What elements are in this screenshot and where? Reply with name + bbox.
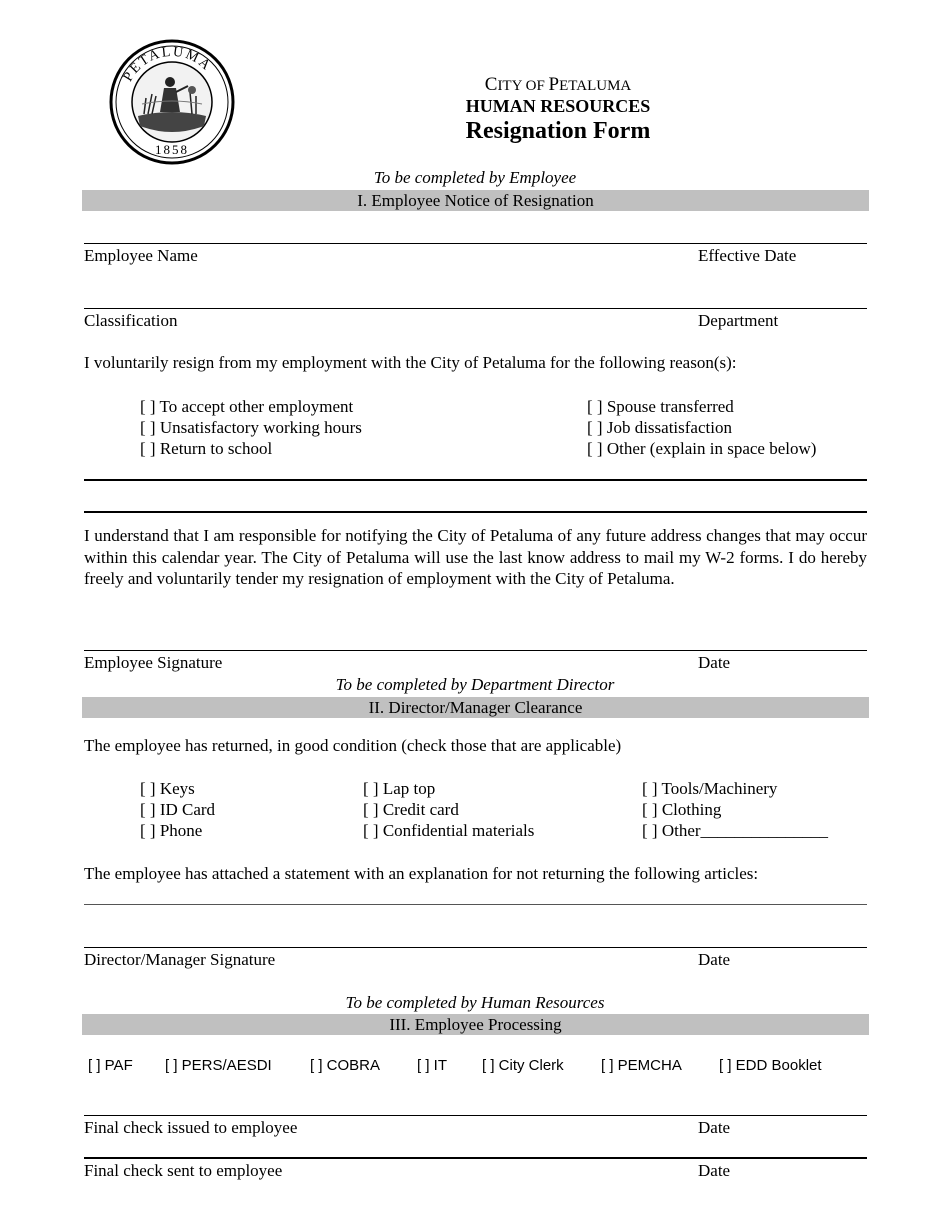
director-signature-label: Director/Manager Signature [84,950,276,969]
reason-job-dissatisfaction[interactable]: [ ] Job dissatisfaction [587,418,732,437]
city-seal [108,38,236,166]
employee-signature-label: Employee Signature [84,653,223,672]
seal-graphic [108,38,236,166]
reason-spouse-transferred[interactable]: [ ] Spouse transferred [587,397,734,416]
section3-title: III. Employee Processing [82,1014,869,1035]
employee-signature-date-label: Date [698,653,731,672]
processing-edd-booklet[interactable]: [ ] EDD Booklet [719,1057,822,1074]
returned-confidential-materials[interactable]: [ ] Confidential materials [363,821,535,840]
processing-cobra[interactable]: [ ] COBRA [310,1057,381,1074]
explain-line-1[interactable] [84,479,867,481]
final-check-issued-line[interactable] [84,1115,867,1116]
returned-phone[interactable]: [ ] Phone [140,821,203,840]
reason-other[interactable]: [ ] Other (explain in space below) [587,439,817,458]
explain-line-2[interactable] [84,511,867,513]
returned-clothing[interactable]: [ ] Clothing [642,800,722,819]
processing-paf[interactable]: [ ] PAF [88,1057,133,1074]
final-check-issued-label: Final check issued to employee [84,1118,298,1137]
processing-pemcha[interactable]: [ ] PEMCHA [601,1057,682,1074]
employee-signature-line[interactable] [84,650,867,651]
final-check-sent-date-label: Date [698,1161,731,1180]
processing-it[interactable]: [ ] IT [417,1057,447,1074]
returned-keys[interactable]: [ ] Keys [140,779,195,798]
department-label: Department [698,311,779,330]
seal-top-text: PETALUMA [120,44,215,85]
city-name: CITY OF PETALUMA [484,74,632,95]
director-signature-line[interactable] [84,947,867,948]
employee-name-line[interactable] [84,243,867,244]
responsibility-statement: I understand that I am responsible for notifying the City of Petaluma of any future address changes that may occur within this calendar year. The City of Petaluma will use the last know address to mail my W-2 forms. I do hereby freely and voluntarily tender my resignation of employment with the City of Petaluma. [84,526,867,588]
section1-title: I. Employee Notice of Resignation [82,190,869,211]
returned-intro: The employee has returned, in good condition (check those that are applicable) [84,736,622,755]
employee-name-label: Employee Name [84,246,198,265]
reason-return-to-school[interactable]: [ ] Return to school [140,439,273,458]
classification-label: Classification [84,311,178,330]
section3-note: To be completed by Human Resources [345,993,605,1012]
processing-pers-aesdi[interactable]: [ ] PERS/AESDI [165,1057,272,1074]
section2-note: To be completed by Department Director [335,675,615,694]
reason-other-employment[interactable]: [ ] To accept other employment [140,397,354,416]
section1-note: To be completed by Employee [373,168,577,187]
returned-id-card[interactable]: [ ] ID Card [140,800,216,819]
department-header: HUMAN RESOURCES [465,96,651,116]
reasons-intro: I voluntarily resign from my employment with the City of Petaluma for the following reason(s): [84,353,737,372]
returned-tools-machinery[interactable]: [ ] Tools/Machinery [642,779,778,798]
final-check-sent-line[interactable] [84,1157,867,1159]
classification-line[interactable] [84,308,867,309]
reason-unsatisfactory-hours[interactable]: [ ] Unsatisfactory working hours [140,418,362,437]
effective-date-label: Effective Date [698,246,797,265]
articles-line[interactable] [84,904,867,905]
returned-laptop[interactable]: [ ] Lap top [363,779,436,798]
director-signature-date-label: Date [698,950,731,969]
section2-title: II. Director/Manager Clearance [82,697,869,718]
form-title: Resignation Form [465,118,651,144]
final-check-issued-date-label: Date [698,1118,731,1137]
returned-credit-card[interactable]: [ ] Credit card [363,800,459,819]
processing-city-clerk[interactable]: [ ] City Clerk [482,1057,564,1074]
final-check-sent-label: Final check sent to employee [84,1161,283,1180]
seal-year: 1858 [155,142,189,157]
returned-other[interactable]: [ ] Other_______________ [642,821,829,840]
attached-statement-label: The employee has attached a statement with an explanation for not returning the following articles: [84,864,759,883]
